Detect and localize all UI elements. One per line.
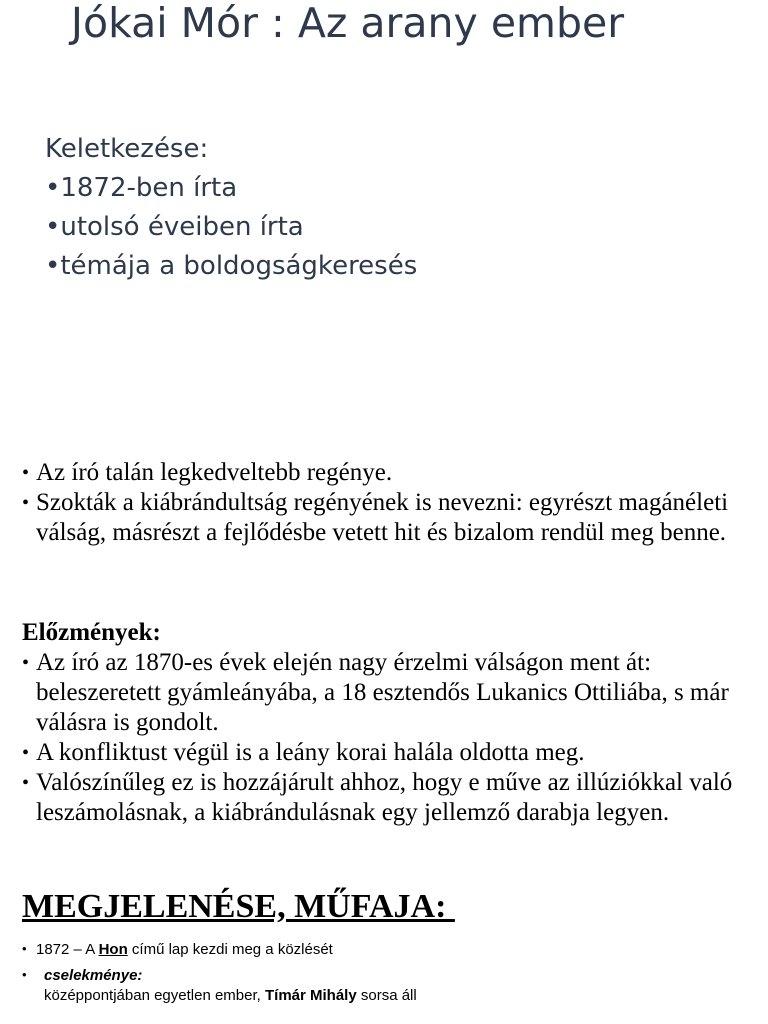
list-item: • Az író talán legkedveltebb regénye. [22,458,742,488]
timar-mihaly-name: Tímár Mihály [265,987,357,1004]
page-title: Jókai Mór : Az arany ember [70,0,625,47]
item-text: című lap kezdi meg a közlését [127,941,333,958]
list-item: • Szokták a kiábrándultság regényének is nevezni: egyrészt magánéleti válság, másrészt a fejlődésbe vetett hit és bizalom rendül meg benne. [22,488,742,548]
hon-link: Hon [98,941,128,958]
keletkezese-item: •témája a boldogságkeresés [45,251,418,281]
item-text: középpontjában egyetlen ember, [44,987,265,1004]
elozmenyek-section [22,618,742,828]
list-item: • Az író az 1870-es évek elején nagy érzelmi válságon ment át: beleszeretett gyámleányába, a 18 esztendős Lukanics Ottiliába, s már válásra is gondolt. [22,648,742,738]
intro-list [22,458,742,548]
keletkezese-item: •1872-ben írta [45,173,238,203]
list-item: • A konfliktust végül is a leány korai halála oldotta meg. [22,738,742,768]
elozmenyek-heading: Előzmények: [22,619,161,646]
keletkezese-item: •utolsó éveiben írta [45,212,304,242]
item-text: 1872 – A [36,941,99,958]
keletkezese-heading: Keletkezése: [45,134,209,164]
megjelenese-list [22,940,742,1006]
item-text: sorsa áll [356,987,417,1004]
list-item: • Valószínűleg ez is hozzájárult ahhoz, hogy e műve az illúziókkal való leszámolásnak, a kiábrándulásnak egy jellemző darabja legyen. [22,768,742,828]
cselekmenye-text [44,986,742,1006]
keletkezese-box [45,130,417,286]
list-item [22,966,742,1006]
cselekmenye-label: • cselekménye: [44,967,143,984]
megjelenese-heading: MEGJELENÉSE, MŰFAJA: [22,888,455,925]
list-item [22,940,742,960]
